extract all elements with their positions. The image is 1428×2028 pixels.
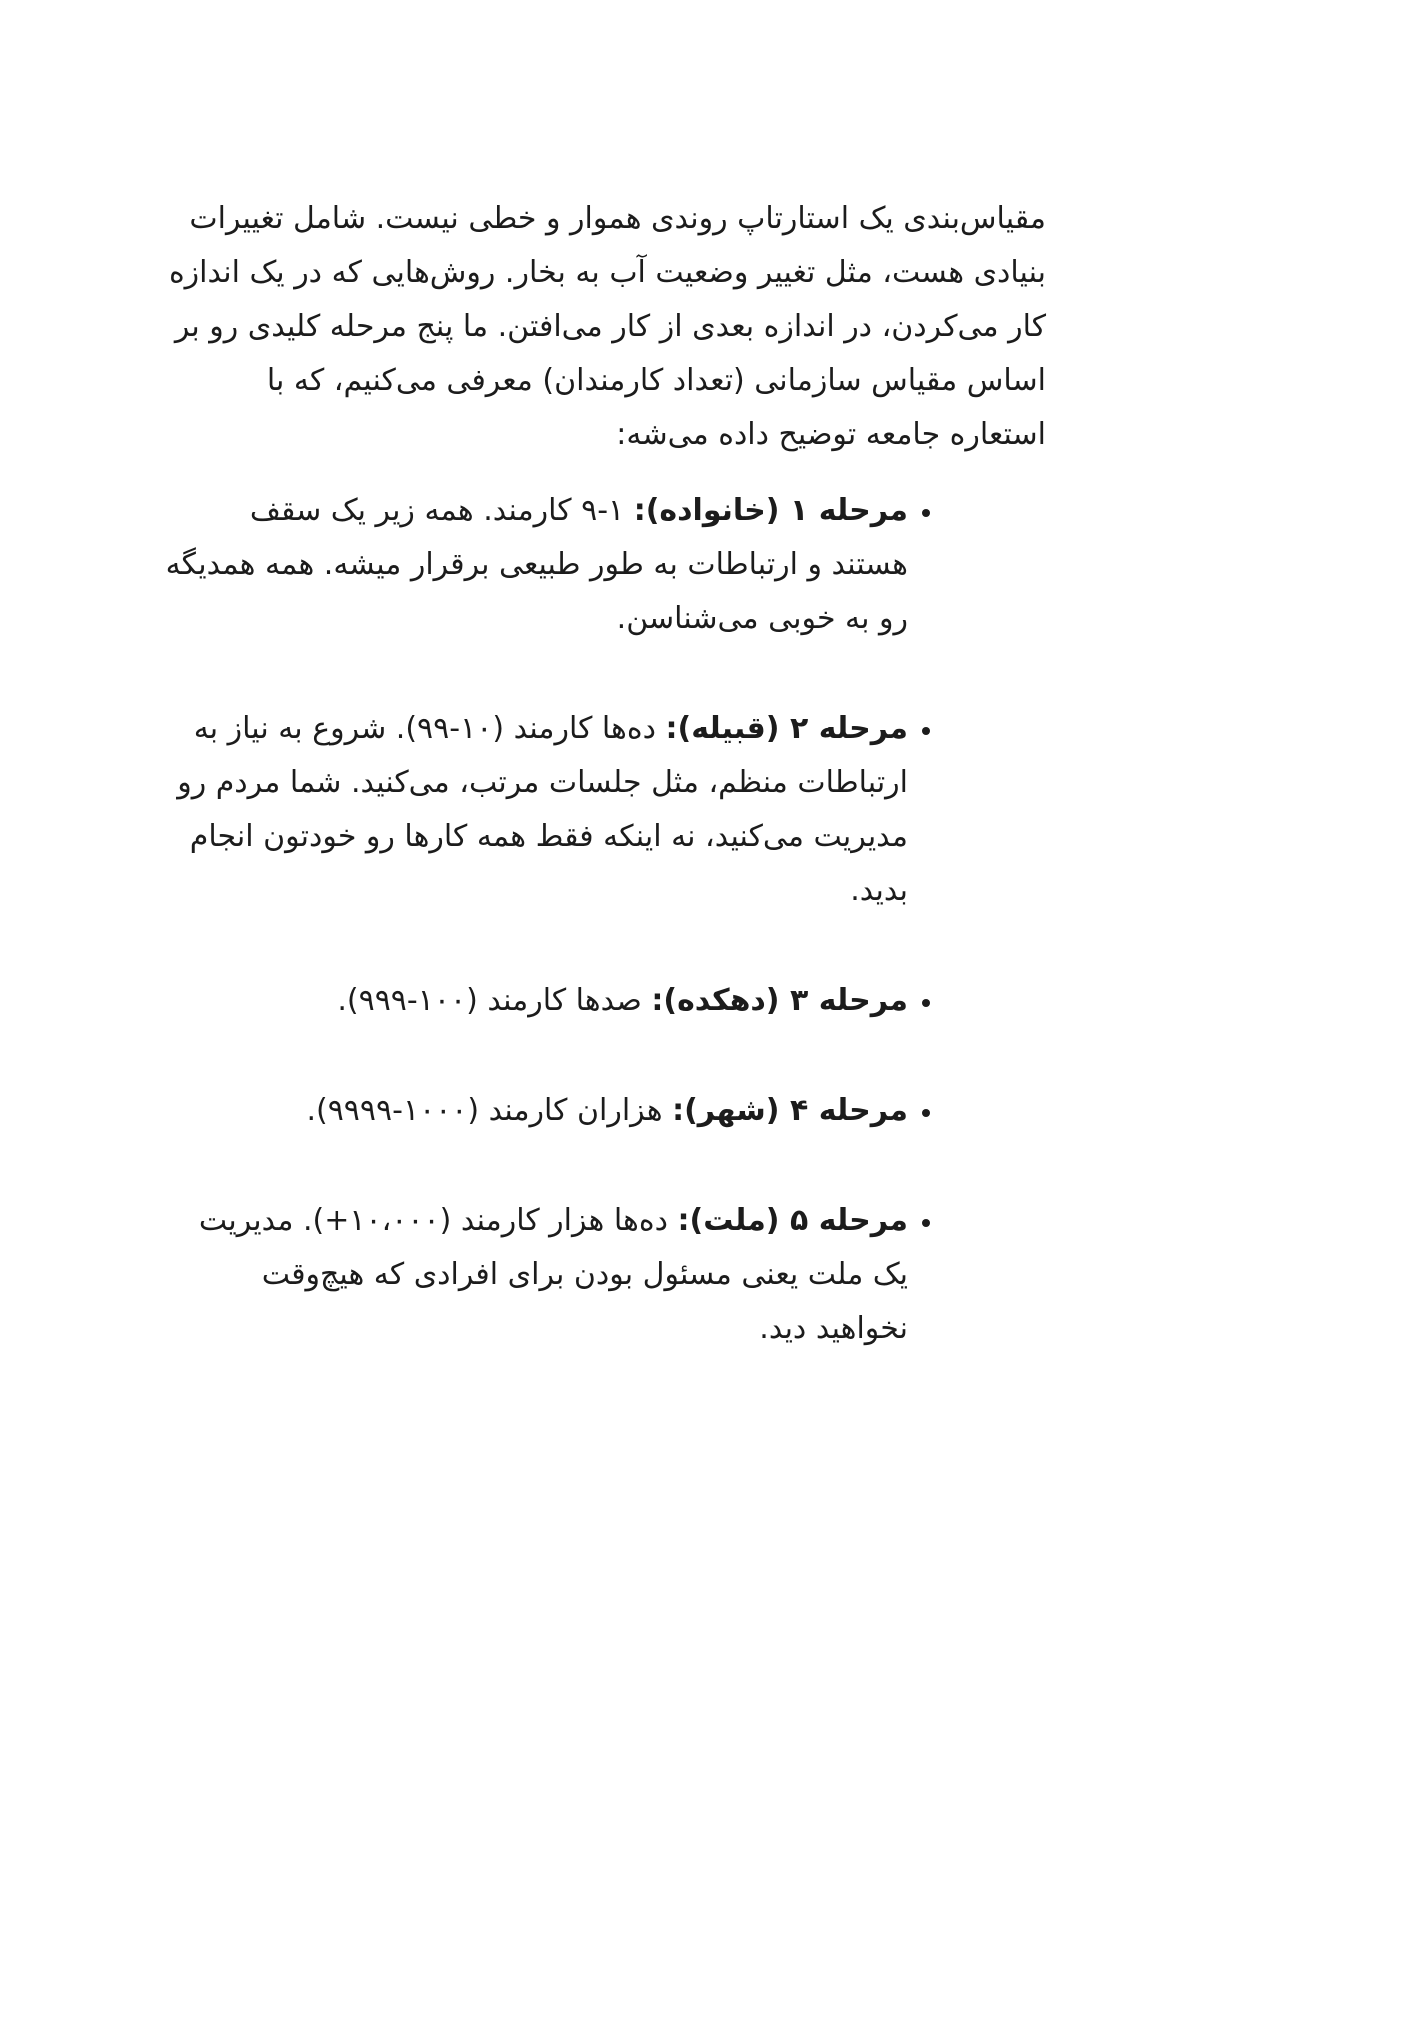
stages-list — [164, 484, 1046, 1356]
stage-3-label: مرحله ۳ (دهکده): — [651, 983, 908, 1018]
stage-item-4 — [164, 1084, 908, 1138]
stage-item-3 — [164, 974, 908, 1028]
intro-paragraph: مقیاس‌بندی یک استارتاپ روندی هموار و خطی نیست. شامل تغییرات بنیادی هست، مثل تغییر وضعیت آب به بخار. روش‌هایی که در یک اندازه کار می‌کردن، در اندازه بعدی از کار می‌افتن. ما پنج مرحله کلیدی رو بر اساس مقیاس سازمانی (تعداد کارمندان) معرفی می‌کنیم، که با استعاره جامعه توضیح داده می‌شه: — [168, 201, 1046, 452]
stage-2-text: ده‌ها کارمند (۱۰-۹۹). شروع به نیاز به ارتباطات منظم، مثل جلسات مرتب، می‌کنید. شما مردم رو مدیریت می‌کنید، نه اینکه فقط همه کارها رو خودتون انجام بدید. — [177, 711, 908, 908]
stage-5-text: ده‌ها هزار کارمند (۱۰،۰۰۰+). مدیریت یک ملت یعنی مسئول بودن برای افرادی که هیچ‌وقت نخواهید دید. — [198, 1203, 908, 1346]
stage-item-5 — [164, 1194, 908, 1356]
stage-5-label: مرحله ۵ (ملت): — [677, 1203, 908, 1238]
document-content — [164, 192, 1046, 1356]
stage-2-label: مرحله ۲ (قبیله): — [665, 711, 908, 746]
stage-4-label: مرحله ۴ (شهر): — [672, 1093, 908, 1128]
stage-4-text: هزاران کارمند (۱۰۰۰-۹۹۹۹). — [306, 1093, 663, 1128]
stage-3-text: صدها کارمند (۱۰۰-۹۹۹). — [337, 983, 642, 1018]
stage-item-1 — [164, 484, 908, 646]
stage-1-text: ۱-۹ کارمند. همه زیر یک سقف هستند و ارتباطات به طور طبیعی برقرار میشه. همه همدیگه رو به خوبی می‌شناسن. — [165, 493, 908, 636]
stage-1-label: مرحله ۱ (خانواده): — [633, 493, 908, 528]
stage-item-2 — [164, 702, 908, 918]
